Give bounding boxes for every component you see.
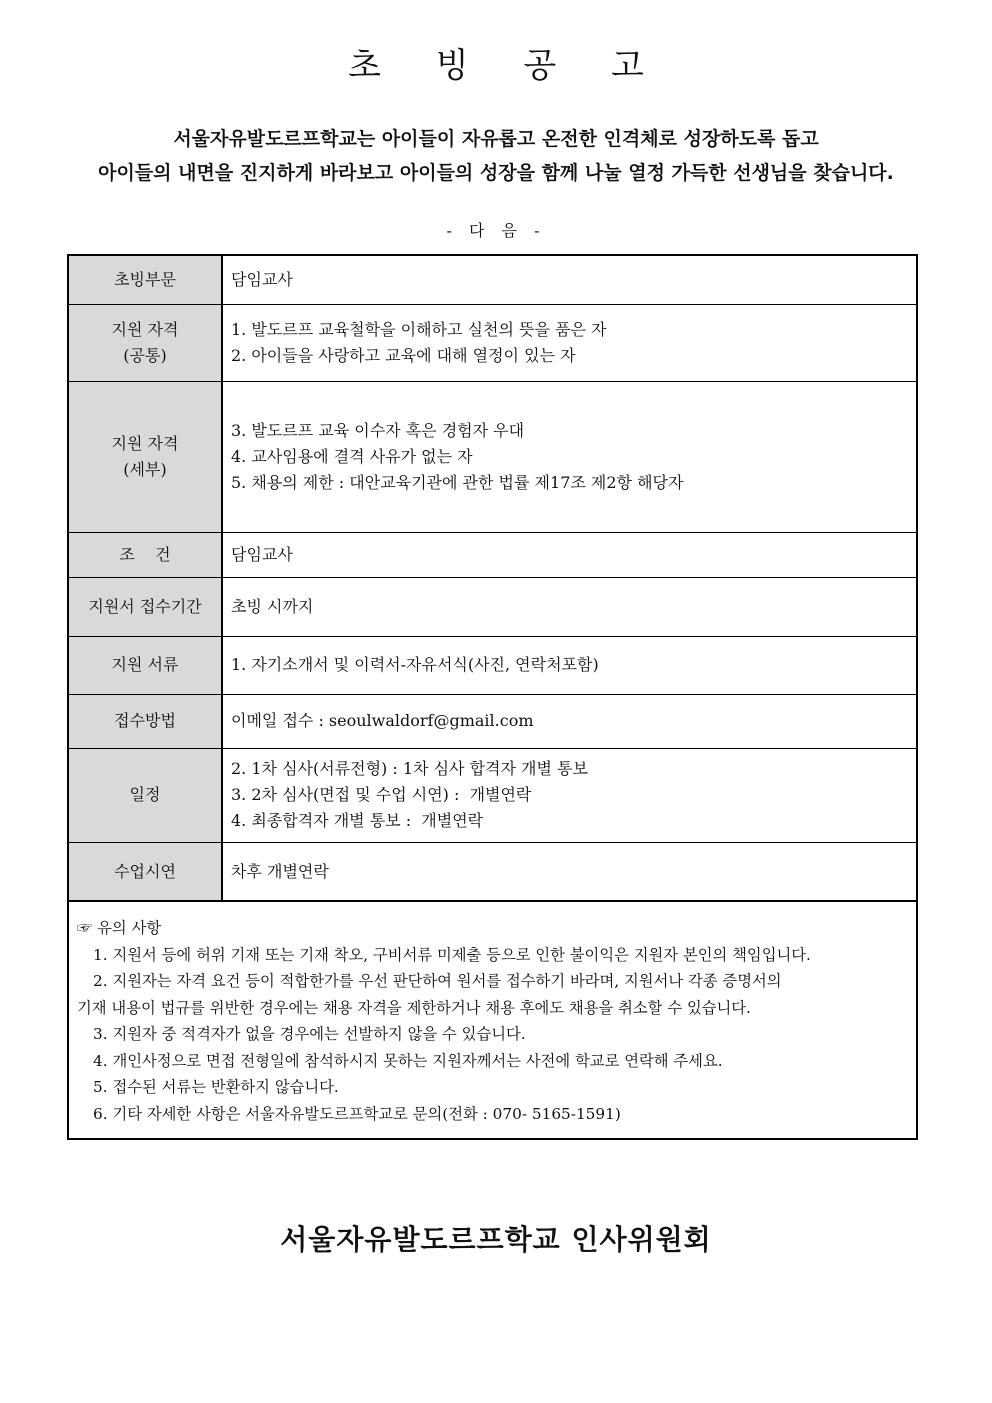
row-value: 담임교사	[222, 532, 917, 577]
table-row	[68, 748, 917, 842]
intro-line-2: 아이들의 내면을 진지하게 바라보고 아이들의 성장을 함께 나눌 열정 가득한 선생님을 찾습니다.	[98, 162, 894, 184]
notes-box	[67, 900, 918, 1140]
table-row	[68, 532, 917, 577]
table-row	[68, 694, 917, 748]
recruitment-table	[67, 254, 918, 902]
table-row	[68, 842, 917, 901]
row-label: 지원 자격 (세부)	[68, 381, 222, 532]
row-value: 1. 발도르프 교육철학을 이해하고 실천의 뜻을 품은 자 2. 아이들을 사랑하고 교육에 대해 열정이 있는 자	[222, 304, 917, 381]
row-label: 수업시연	[68, 842, 222, 901]
table-row	[68, 636, 917, 694]
row-value: 1. 자기소개서 및 이력서-자유서식(사진, 연락처포함)	[222, 636, 917, 694]
table-row	[68, 577, 917, 636]
notes-heading: ☞ 유의 사항	[77, 919, 162, 937]
table-row	[68, 304, 917, 381]
page-title: 초 빙 공 고	[348, 46, 666, 86]
row-label: 초빙부문	[68, 255, 222, 304]
note-item-continued: 기재 내용이 법규를 위반한 경우에는 채용 자격을 제한하거나 채용 후에도 채용을 취소할 수 있습니다.	[77, 998, 751, 1017]
note-item: 6. 기타 자세한 사항은 서울자유발도르프학교로 문의(전화 : 070- 5165-1591)	[93, 1104, 621, 1123]
note-item: 2. 지원자는 자격 요건 등이 적합한가를 우선 판단하여 원서를 접수하기 바라며, 지원서나 각종 증명서의	[93, 972, 782, 990]
row-value: 담임교사	[222, 255, 917, 304]
row-label: 접수방법	[68, 694, 222, 748]
note-item: 1. 지원서 등에 허위 기재 또는 기재 착오, 구비서류 미제출 등으로 인한 불이익은 지원자 본인의 책임입니다.	[93, 945, 811, 964]
row-label: 지원서 접수기간	[68, 577, 222, 636]
row-value: 차후 개별연락	[222, 842, 917, 901]
table-row	[68, 381, 917, 532]
row-value: 2. 1차 심사(서류전형) : 1차 심사 합격자 개별 통보 3. 2차 심사(면접 및 수업 시연) : 개별연락 4. 최종합격자 개별 통보 : 개별연락	[222, 748, 917, 842]
section-divider-label: - 다 음 -	[446, 221, 546, 240]
row-label: 지원 자격 (공통)	[68, 304, 222, 381]
issuer-signature: 서울자유발도르프학교 인사위원회	[280, 1223, 712, 1256]
row-value: 3. 발도르프 교육 이수자 혹은 경험자 우대 4. 교사임용에 결격 사유가 없는 자 5. 채용의 제한 : 대안교육기관에 관한 법률 제17조 제2항 해당자	[222, 381, 917, 532]
note-item: 3. 지원자 중 적격자가 없을 경우에는 선발하지 않을 수 있습니다.	[93, 1025, 526, 1043]
table-row	[68, 255, 917, 304]
row-label: 일정	[68, 748, 222, 842]
note-item: 4. 개인사정으로 면접 전형일에 참석하시지 못하는 지원자께서는 사전에 학교로 연락해 주세요.	[93, 1051, 723, 1070]
note-item: 5. 접수된 서류는 반환하지 않습니다.	[93, 1078, 339, 1096]
intro-line-1: 서울자유발도르프학교는 아이들이 자유롭고 온전한 인격체로 성장하도록 돕고	[173, 128, 819, 150]
row-label: 조 건	[68, 532, 222, 577]
row-label: 지원 서류	[68, 636, 222, 694]
row-value: 이메일 접수 : seoulwaldorf@gmail.com	[222, 694, 917, 748]
row-value: 초빙 시까지	[222, 577, 917, 636]
intro-text	[0, 122, 992, 190]
